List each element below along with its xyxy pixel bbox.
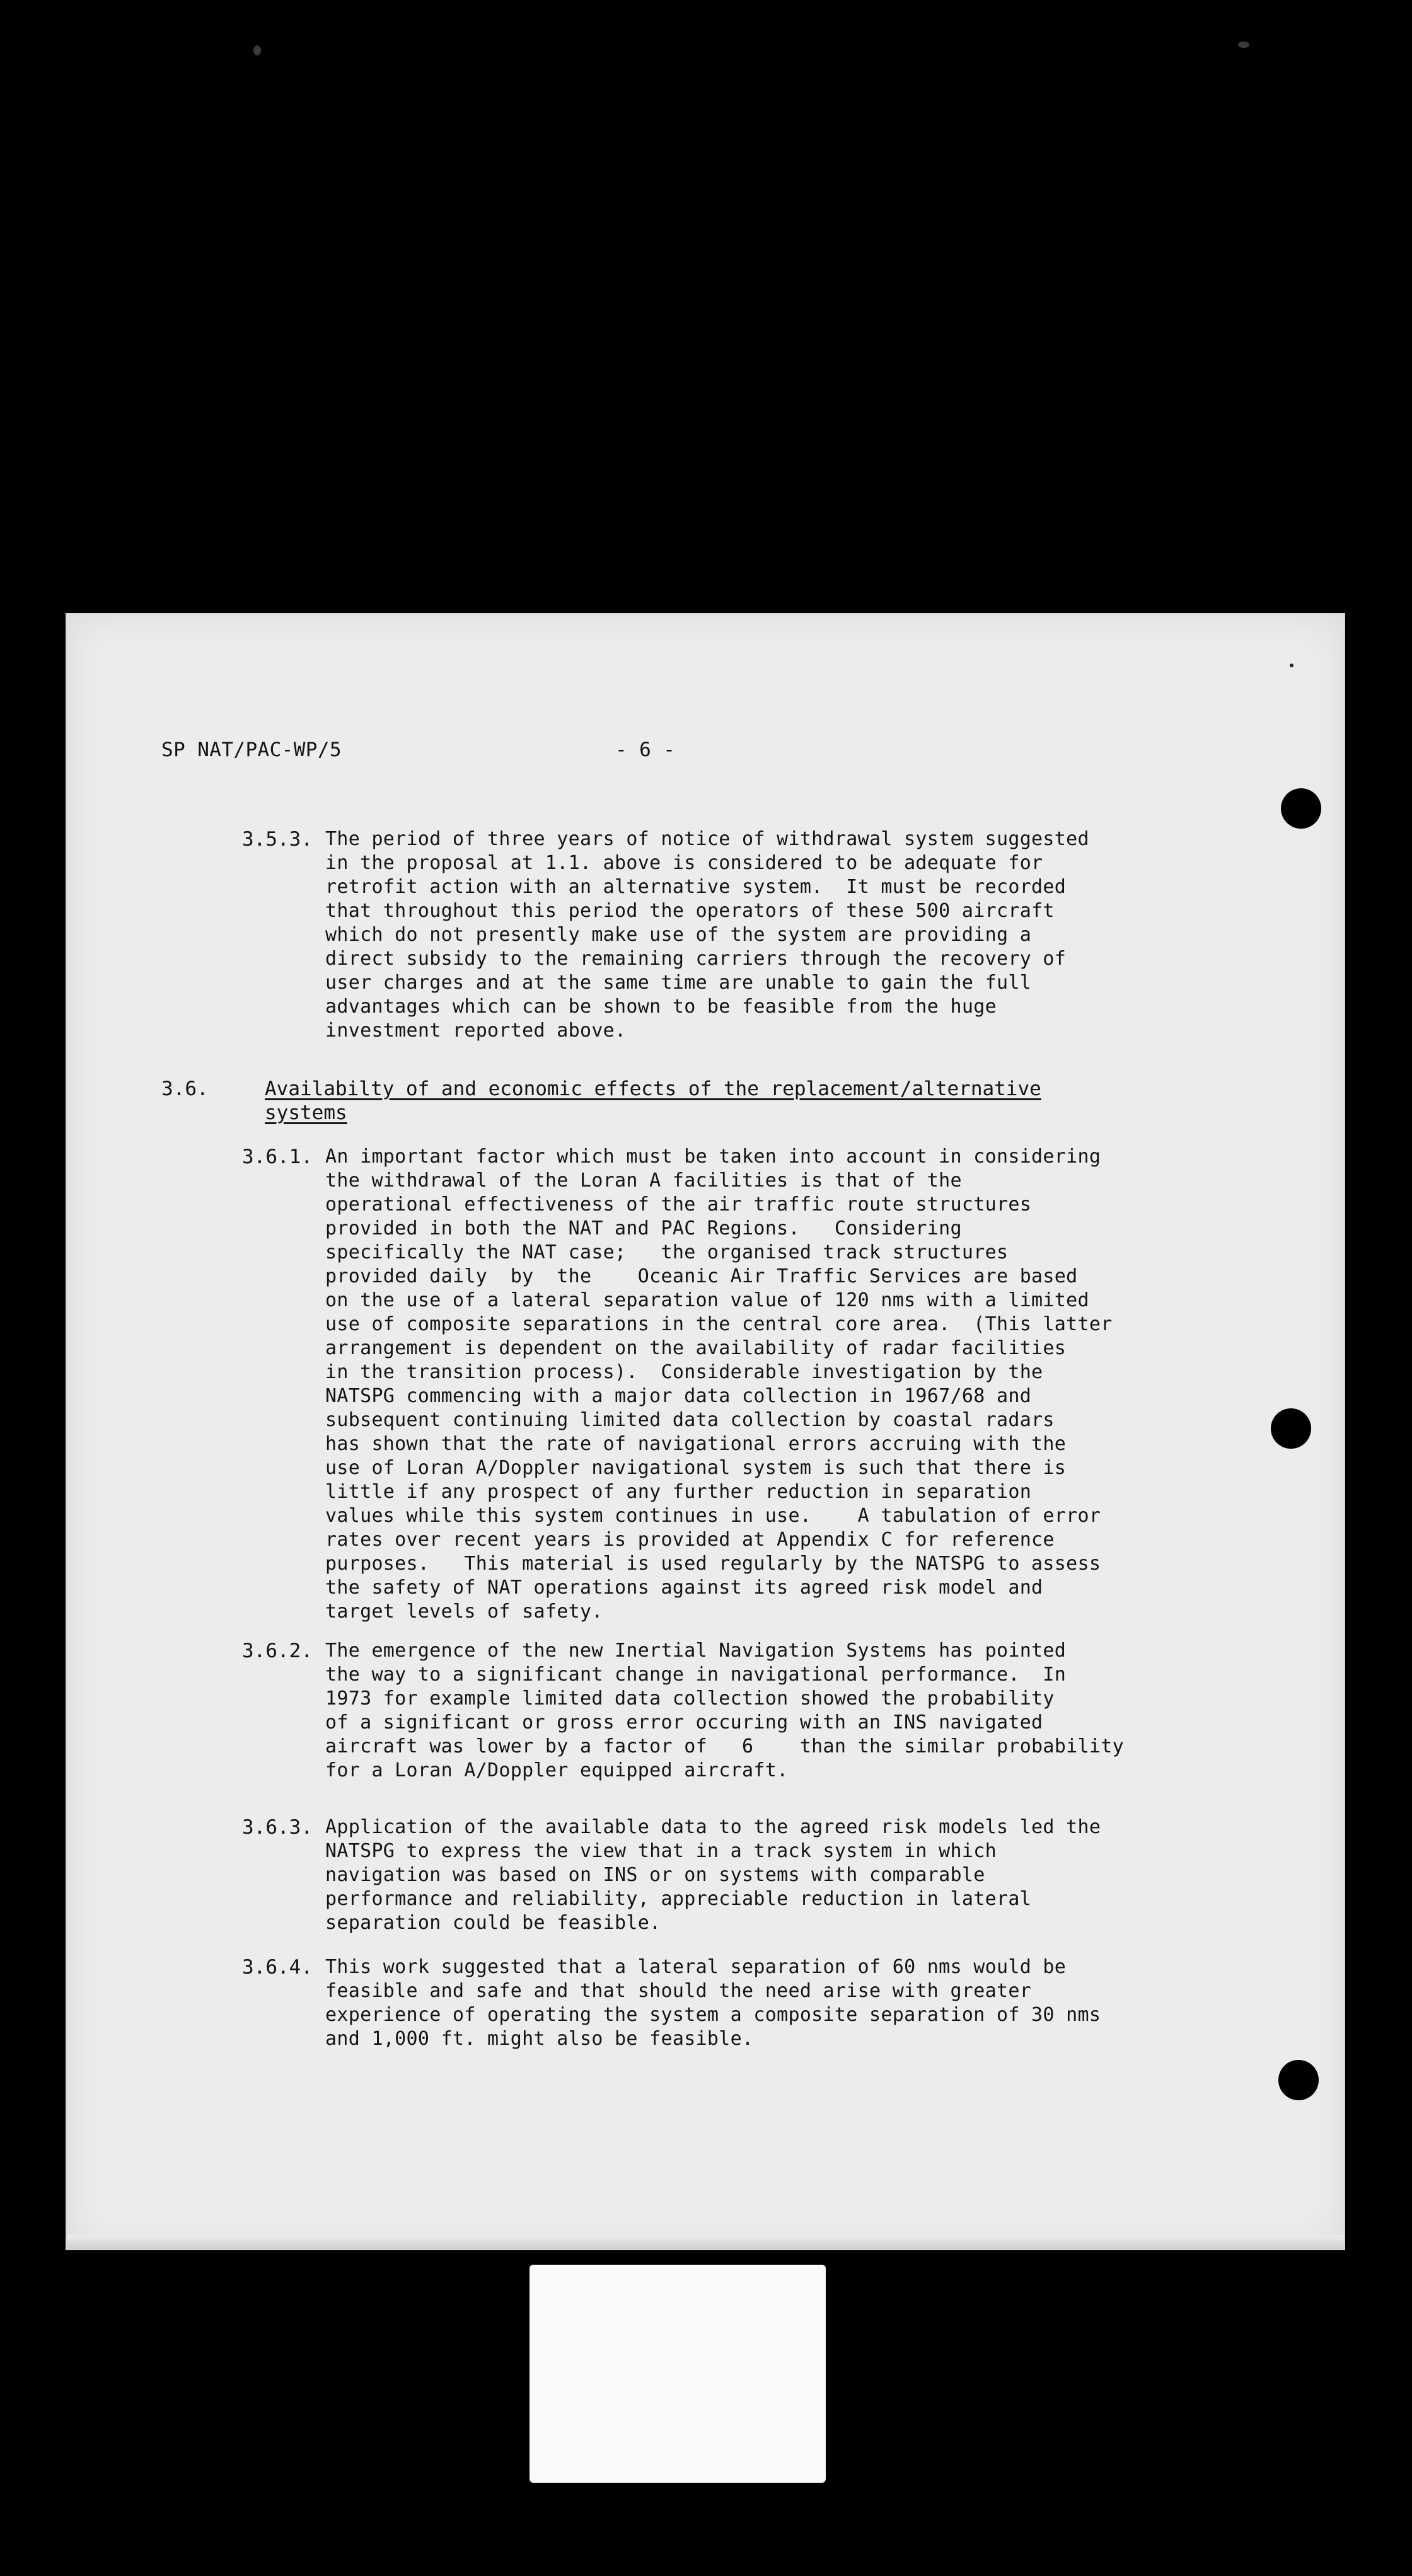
paragraph-number: 3.6.4.	[242, 1956, 313, 1979]
text-line: aircraft was lower by a factor of 6 than the similar probability	[325, 1735, 1124, 1757]
text-line: and 1,000 ft. might also be feasible.	[325, 2028, 754, 2050]
text-line: subsequent continuing limited data collection by coastal radars	[325, 1409, 1055, 1431]
film-speck	[253, 45, 261, 55]
film-speck	[1238, 42, 1249, 48]
punch-hole	[1271, 1408, 1311, 1449]
text-line: for a Loran A/Doppler equipped aircraft.	[325, 1759, 789, 1781]
blank-slip	[530, 2265, 826, 2483]
text-line: specifically the NAT case; the organised track structures	[325, 1241, 1009, 1263]
page-number: - 6 -	[615, 739, 676, 761]
text-line: use of composite separations in the central core area. (This latter	[325, 1313, 1113, 1335]
paragraph-number: 3.6.3.	[242, 1816, 313, 1839]
text-line: This work suggested that a lateral separation of 60 nms would be	[325, 1956, 1067, 1978]
text-line: separation could be feasible.	[325, 1912, 661, 1934]
text-line: which do not presently make use of the system are providing a	[325, 924, 1032, 946]
text-line: Application of the available data to the agreed risk models led the	[325, 1816, 1101, 1838]
text-line: use of Loran A/Doppler navigational system is such that there is	[325, 1457, 1067, 1479]
paragraph-3-5-3	[325, 827, 1089, 1043]
text-line: has shown that the rate of navigational errors accruing with the	[325, 1433, 1067, 1455]
punch-hole	[1278, 2060, 1319, 2100]
text-line: on the use of a lateral separation value of 120 nms with a limited	[325, 1289, 1089, 1311]
text-line: that throughout this period the operators of these 500 aircraft	[325, 900, 1055, 922]
text-line: direct subsidy to the remaining carriers through the recovery of	[325, 948, 1067, 970]
text-line: An important factor which must be taken into account in considering	[325, 1146, 1101, 1168]
text-line: provided in both the NAT and PAC Regions. Considering	[325, 1217, 962, 1239]
text-line: of a significant or gross error occuring with an INS navigated	[325, 1711, 1043, 1734]
paragraph-number: 3.6.2.	[242, 1640, 313, 1662]
text-line: NATSPG to express the view that in a track system in which	[325, 1840, 997, 1862]
text-line: in the proposal at 1.1. above is considered to be adequate for	[325, 852, 1043, 874]
document-page	[66, 613, 1345, 2250]
text-line: advantages which can be shown to be feasible from the huge	[325, 996, 997, 1018]
paragraph-number: 3.5.3.	[242, 828, 313, 851]
section-number: 3.6.	[161, 1078, 209, 1100]
text-line: experience of operating the system a composite separation of 30 nms	[325, 2004, 1101, 2026]
text-line: in the transition process). Considerable investigation by the	[325, 1361, 1043, 1383]
paragraph-3-6-4	[325, 1955, 1101, 2051]
section-heading	[265, 1077, 1041, 1125]
heading-line: Availabilty of and economic effects of the replacement/alternative	[265, 1078, 1041, 1100]
text-line: operational effectiveness of the air traffic route structures	[325, 1193, 1032, 1216]
text-line: the safety of NAT operations against its agreed risk model and	[325, 1577, 1043, 1599]
text-line: navigation was based on INS or on systems with comparable	[325, 1864, 985, 1886]
text-line: 1973 for example limited data collection showed the probability	[325, 1688, 1055, 1710]
paragraph-number: 3.6.1.	[242, 1146, 313, 1168]
text-line: target levels of safety.	[325, 1601, 603, 1623]
text-line: The emergence of the new Inertial Navigation Systems has pointed	[325, 1640, 1067, 1662]
text-line: little if any prospect of any further reduction in separation	[325, 1481, 1032, 1503]
text-line: user charges and at the same time are unable to gain the full	[325, 972, 1032, 994]
heading-line: systems	[265, 1101, 347, 1124]
text-line: provided daily by the Oceanic Air Traffic Services are based	[325, 1265, 1078, 1287]
text-line: rates over recent years is provided at Appendix C for reference	[325, 1529, 1055, 1551]
text-line: purposes. This material is used regularly by the NATSPG to assess	[325, 1553, 1101, 1575]
document-reference: SP NAT/PAC-WP/5	[161, 739, 342, 761]
text-line: NATSPG commencing with a major data collection in 1967/68 and	[325, 1385, 1032, 1407]
text-line: retrofit action with an alternative system. It must be recorded	[325, 876, 1067, 898]
text-line: arrangement is dependent on the availability of radar facilities	[325, 1337, 1067, 1359]
text-line: values while this system continues in use. A tabulation of error	[325, 1505, 1101, 1527]
page-edge	[67, 2235, 1344, 2249]
text-line: The period of three years of notice of withdrawal system suggested	[325, 828, 1089, 850]
text-line: investment reported above.	[325, 1020, 627, 1042]
punch-hole	[1281, 788, 1321, 829]
text-line: the way to a significant change in navigational performance. In	[325, 1664, 1067, 1686]
paragraph-3-6-3	[325, 1815, 1101, 1935]
text-line: performance and reliability, appreciable reduction in lateral	[325, 1888, 1032, 1910]
paragraph-3-6-1	[325, 1145, 1113, 1624]
text-line: feasible and safe and that should the need arise with greater	[325, 1980, 1032, 2002]
page-mark	[1290, 664, 1293, 667]
text-line: the withdrawal of the Loran A facilities is that of the	[325, 1170, 962, 1192]
paragraph-3-6-2	[325, 1639, 1124, 1783]
